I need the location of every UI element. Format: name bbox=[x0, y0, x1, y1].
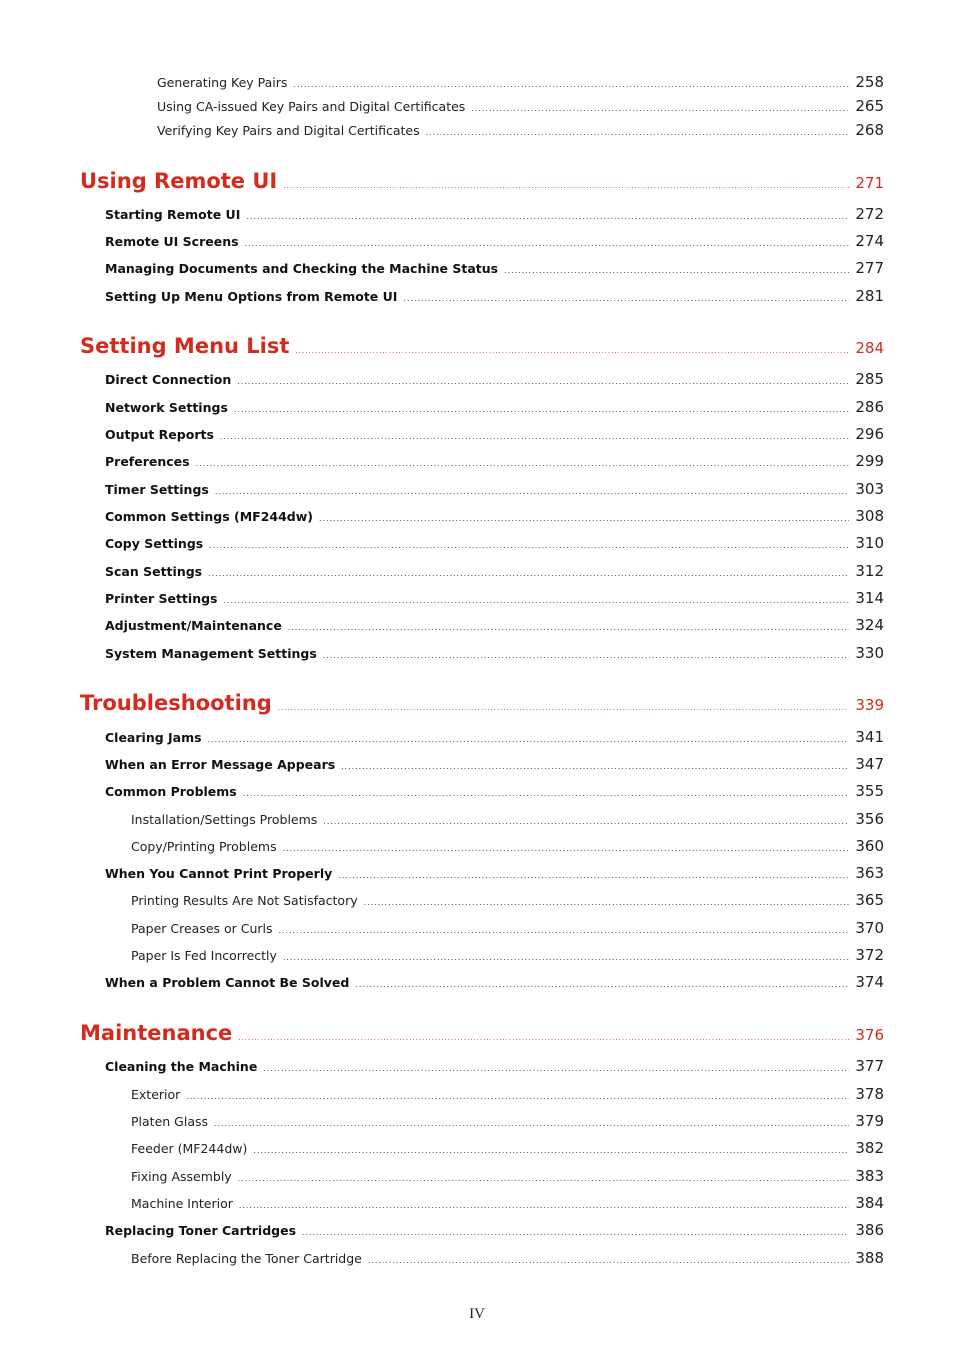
toc-entry-page: 384 bbox=[855, 1194, 884, 1212]
toc-leader-dots bbox=[364, 897, 850, 907]
toc-leader-dots bbox=[209, 540, 849, 550]
toc-subsection-entry[interactable] bbox=[157, 121, 884, 139]
toc-entry-label: Fixing Assembly bbox=[131, 1169, 232, 1184]
toc-entry-label: When You Cannot Print Properly bbox=[105, 866, 333, 881]
toc-section-entry[interactable] bbox=[105, 616, 884, 634]
toc-section-entry[interactable] bbox=[105, 864, 884, 882]
toc-entry-label: Paper Creases or Curls bbox=[131, 921, 273, 936]
toc-leader-dots bbox=[283, 952, 849, 962]
toc-section-entry[interactable] bbox=[105, 205, 884, 223]
toc-entry-label: Machine Interior bbox=[131, 1196, 233, 1211]
toc-section-entry[interactable] bbox=[105, 425, 884, 443]
toc-section-entry[interactable] bbox=[105, 782, 884, 800]
toc-leader-dots bbox=[279, 925, 850, 935]
toc-subsection-entry[interactable] bbox=[131, 1112, 884, 1130]
toc-entry-label: Installation/Settings Problems bbox=[131, 812, 318, 827]
toc-entry-page: 372 bbox=[855, 946, 884, 964]
toc-section-entry[interactable] bbox=[105, 259, 884, 277]
toc-entry-label: Adjustment/Maintenance bbox=[105, 618, 282, 633]
toc-leader-dots bbox=[288, 622, 850, 632]
toc-entry-label: Maintenance bbox=[80, 1021, 233, 1045]
toc-entry-label: Replacing Toner Cartridges bbox=[105, 1223, 297, 1238]
toc-leader-dots bbox=[238, 1173, 850, 1183]
toc-leader-dots bbox=[246, 211, 849, 221]
toc-leader-dots bbox=[220, 431, 849, 441]
toc-leader-dots bbox=[504, 265, 849, 275]
toc-section-entry[interactable] bbox=[105, 728, 884, 746]
toc-entry-page: 281 bbox=[855, 287, 884, 305]
toc-entry-page: 374 bbox=[855, 973, 884, 991]
toc-section-entry[interactable] bbox=[105, 644, 884, 662]
toc-leader-dots bbox=[215, 486, 850, 496]
toc-subsection-entry[interactable] bbox=[131, 891, 884, 909]
toc-entry-page: 286 bbox=[855, 398, 884, 416]
toc-leader-dots bbox=[223, 595, 849, 605]
toc-entry-page: 341 bbox=[855, 728, 884, 746]
toc-section-entry[interactable] bbox=[105, 562, 884, 580]
toc-entry-label: Using Remote UI bbox=[80, 169, 278, 193]
toc-entry-label: Clearing Jams bbox=[105, 730, 202, 745]
toc-subsection-entry[interactable] bbox=[131, 1167, 884, 1185]
toc-subsection-entry[interactable] bbox=[157, 97, 884, 115]
toc-section-entry[interactable] bbox=[105, 973, 884, 991]
toc-entry-label: Using CA-issued Key Pairs and Digital Certificates bbox=[157, 99, 466, 114]
toc-entry-page: 314 bbox=[855, 589, 884, 607]
toc-entry-page: 308 bbox=[855, 507, 884, 525]
toc-section-entry[interactable] bbox=[105, 755, 884, 773]
toc-subsection-entry[interactable] bbox=[131, 1249, 884, 1267]
toc-entry-label: Exterior bbox=[131, 1087, 181, 1102]
toc-entry-page: 285 bbox=[855, 370, 884, 388]
toc-leader-dots bbox=[341, 761, 849, 771]
toc-entry-label: Feeder (MF244dw) bbox=[131, 1141, 248, 1156]
toc-entry-label: Timer Settings bbox=[105, 482, 209, 497]
toc-entry-page: 272 bbox=[855, 205, 884, 223]
toc-entry-label: Printing Results Are Not Satisfactory bbox=[131, 893, 358, 908]
toc-section-entry[interactable] bbox=[105, 507, 884, 525]
toc-entry-page: 312 bbox=[855, 562, 884, 580]
toc-entry-label: Common Problems bbox=[105, 784, 237, 799]
toc-leader-dots bbox=[237, 376, 849, 386]
toc-leader-dots bbox=[263, 1063, 849, 1073]
toc-subsection-entry[interactable] bbox=[131, 919, 884, 937]
toc-section-entry[interactable] bbox=[105, 480, 884, 498]
toc-entry-page: 379 bbox=[855, 1112, 884, 1130]
toc-entry-label: Setting Up Menu Options from Remote UI bbox=[105, 289, 398, 304]
toc-leader-dots bbox=[323, 650, 850, 660]
toc-entry-page: 274 bbox=[855, 232, 884, 250]
toc-leader-dots bbox=[186, 1091, 849, 1101]
toc-entry-label: When a Problem Cannot Be Solved bbox=[105, 975, 350, 990]
toc-entry-label: Scan Settings bbox=[105, 564, 203, 579]
toc-entry-page: 370 bbox=[855, 919, 884, 937]
toc-entry-page: 299 bbox=[855, 452, 884, 470]
toc-entry-page: 277 bbox=[855, 259, 884, 277]
toc-section-entry[interactable] bbox=[105, 287, 884, 305]
toc-entry-label: Cleaning the Machine bbox=[105, 1059, 258, 1074]
toc-leader-dots bbox=[403, 293, 849, 303]
toc-entry-label: Managing Documents and Checking the Machine Status bbox=[105, 261, 499, 276]
toc-chapter-entry[interactable] bbox=[80, 334, 884, 358]
toc-entry-page: 271 bbox=[855, 174, 884, 192]
toc-subsection-entry[interactable] bbox=[131, 1194, 884, 1212]
toc-leader-dots bbox=[208, 734, 850, 744]
toc-entry-label: Remote UI Screens bbox=[105, 234, 239, 249]
toc-entry-label: Printer Settings bbox=[105, 591, 218, 606]
toc-section-entry[interactable] bbox=[105, 452, 884, 470]
toc-entry-label: Troubleshooting bbox=[80, 691, 272, 715]
page-number: IV bbox=[469, 1306, 485, 1322]
toc-entry-page: 284 bbox=[855, 339, 884, 357]
toc-subsection-entry[interactable] bbox=[131, 810, 884, 828]
toc-entry-page: 310 bbox=[855, 534, 884, 552]
toc-subsection-entry[interactable] bbox=[131, 1085, 884, 1103]
toc-leader-dots bbox=[239, 1200, 849, 1210]
toc-section-entry[interactable] bbox=[105, 232, 884, 250]
toc-entry-label: Output Reports bbox=[105, 427, 214, 442]
toc-leader-dots bbox=[471, 103, 849, 113]
toc-entry-page: 339 bbox=[855, 696, 884, 714]
toc-leader-dots bbox=[319, 513, 849, 523]
toc-subsection-entry[interactable] bbox=[131, 1139, 884, 1157]
toc-entry-label: Direct Connection bbox=[105, 372, 232, 387]
toc-entry-label: Platen Glass bbox=[131, 1114, 209, 1129]
toc-entry-page: 363 bbox=[855, 864, 884, 882]
toc-entry-page: 296 bbox=[855, 425, 884, 443]
toc-entry-label: Paper Is Fed Incorrectly bbox=[131, 948, 277, 963]
toc-leader-dots bbox=[355, 979, 849, 989]
toc-entry-page: 356 bbox=[855, 810, 884, 828]
toc-leader-dots bbox=[295, 346, 849, 355]
toc-leader-dots bbox=[234, 404, 849, 414]
toc-entry-label: Before Replacing the Toner Cartridge bbox=[131, 1251, 362, 1266]
toc-chapter-entry[interactable] bbox=[80, 691, 884, 715]
toc-chapter-entry[interactable] bbox=[80, 1021, 884, 1045]
toc-entry-page: 303 bbox=[855, 480, 884, 498]
toc-leader-dots bbox=[283, 843, 850, 853]
toc-entry-label: Generating Key Pairs bbox=[157, 75, 288, 90]
toc-leader-dots bbox=[302, 1227, 849, 1237]
toc-leader-dots bbox=[283, 181, 849, 190]
toc-entry-page: 265 bbox=[855, 97, 884, 115]
toc-leader-dots bbox=[208, 568, 849, 578]
toc-entry-page: 355 bbox=[855, 782, 884, 800]
toc-leader-dots bbox=[338, 870, 849, 880]
toc-entry-page: 383 bbox=[855, 1167, 884, 1185]
toc-entry-label: Copy Settings bbox=[105, 536, 204, 551]
toc-section-entry[interactable] bbox=[105, 589, 884, 607]
toc-entry-label: Preferences bbox=[105, 454, 190, 469]
toc-subsection-entry[interactable] bbox=[131, 946, 884, 964]
toc-leader-dots bbox=[245, 238, 850, 248]
toc-leader-dots bbox=[368, 1255, 849, 1265]
toc-entry-label: Starting Remote UI bbox=[105, 207, 241, 222]
toc-section-entry[interactable] bbox=[105, 370, 884, 388]
toc-entry-page: 378 bbox=[855, 1085, 884, 1103]
toc-leader-dots bbox=[426, 127, 850, 137]
toc-leader-dots bbox=[323, 816, 849, 826]
toc-section-entry[interactable] bbox=[105, 398, 884, 416]
toc-entry-page: 365 bbox=[855, 891, 884, 909]
toc-entry-label: Copy/Printing Problems bbox=[131, 839, 277, 854]
toc-entry-label: Network Settings bbox=[105, 400, 228, 415]
toc-section-entry[interactable] bbox=[105, 1057, 884, 1075]
toc-entry-page: 388 bbox=[855, 1249, 884, 1267]
toc-section-entry[interactable] bbox=[105, 1221, 884, 1239]
toc-entry-page: 330 bbox=[855, 644, 884, 662]
toc-entry-page: 386 bbox=[855, 1221, 884, 1239]
toc-chapter-entry[interactable] bbox=[80, 169, 884, 193]
toc-entry-label: Common Settings (MF244dw) bbox=[105, 509, 313, 524]
toc-entry-page: 324 bbox=[855, 616, 884, 634]
toc-entry-label: Setting Menu List bbox=[80, 334, 290, 358]
toc-entry-label: System Management Settings bbox=[105, 646, 317, 661]
toc-entry-page: 258 bbox=[855, 73, 884, 91]
toc-section-entry[interactable] bbox=[105, 534, 884, 552]
toc-entry-label: Verifying Key Pairs and Digital Certificates bbox=[157, 123, 420, 138]
toc-entry-label: When an Error Message Appears bbox=[105, 757, 336, 772]
toc-subsection-entry[interactable] bbox=[157, 73, 884, 91]
toc-leader-dots bbox=[196, 458, 850, 468]
toc-leader-dots bbox=[243, 788, 850, 798]
toc-subsection-entry[interactable] bbox=[131, 837, 884, 855]
toc-entry-page: 377 bbox=[855, 1057, 884, 1075]
toc-entry-page: 376 bbox=[855, 1026, 884, 1044]
toc-leader-dots bbox=[278, 703, 850, 712]
toc-entry-page: 347 bbox=[855, 755, 884, 773]
toc-entry-page: 360 bbox=[855, 837, 884, 855]
toc-leader-dots bbox=[293, 79, 849, 89]
toc-entry-page: 268 bbox=[855, 121, 884, 139]
toc-entry-page: 382 bbox=[855, 1139, 884, 1157]
toc-leader-dots bbox=[253, 1145, 849, 1155]
toc-leader-dots bbox=[238, 1033, 849, 1042]
toc-leader-dots bbox=[214, 1118, 849, 1128]
